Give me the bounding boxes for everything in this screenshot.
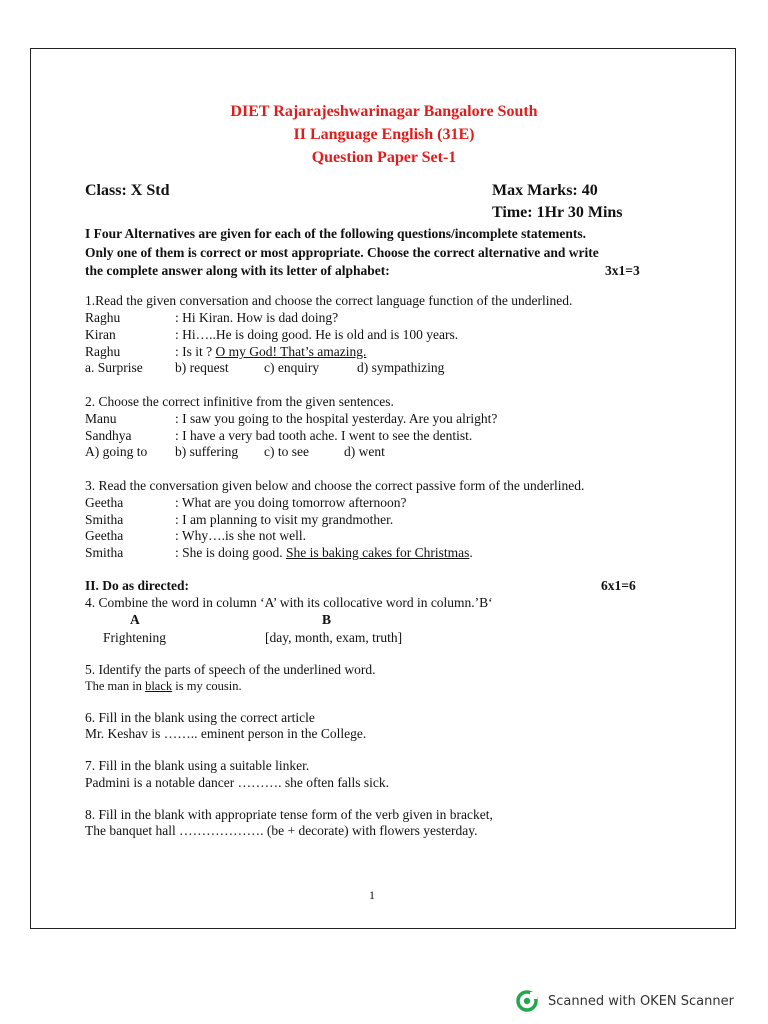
q2-speaker: Manu [85,411,117,426]
q5-sentence-pre: The man in [85,679,146,693]
section1-instruction-line1: I Four Alternatives are given for each of the following questions/incomplete statements. [85,226,586,241]
q3-speaker: Geetha [85,495,124,510]
q2-line: : I have a very bad tooth ache. I went to see the dentist. [175,428,473,443]
q3-speaker: Geetha [85,528,124,543]
q3-period: . [469,545,473,560]
q6-question: 6. Fill in the blank using the correct article [85,710,315,725]
q3-line [175,545,473,561]
q5-sentence [85,679,242,694]
q6-sentence: Mr. Keshav is …….. eminent person in the College. [85,726,367,741]
q3-line: : Why….is she not well. [175,528,306,543]
q1-line: : Hi…..He is doing good. He is old and is 100 years. [175,327,459,342]
q3-underlined-text: She is baking cakes for Christmas [286,545,470,560]
q3-speaker: Smitha [85,512,124,527]
section1-instruction-line3: the complete answer along with its letter of alphabet: [85,263,390,278]
paper-set-title: Question Paper Set-1 [311,149,457,166]
q1-option-d: d) sympathizing [357,360,445,375]
scanner-watermark-text: Scanned with OKEN Scanner [548,993,734,1009]
q4-column-a-heading: A [130,612,140,627]
time-allowed: Time: 1Hr 30 Mins [492,204,623,221]
q1-option-a: a. Surprise [85,360,143,375]
q1-option-c: c) enquiry [264,360,320,375]
q3-speaker: Smitha [85,545,124,560]
page-number: 1 [369,888,375,902]
q1-question: 1.Read the given conversation and choose the correct language function of the underlined. [85,293,573,308]
q2-option-d: d) went [344,444,385,459]
q1-speaker: Kiran [85,327,116,342]
scanner-watermark [516,990,734,1012]
q1-underlined-text: O my God! That’s amazing. [215,344,367,359]
q2-option-a: A) going to [85,444,148,459]
institute-title: DIET Rajarajeshwarinagar Bangalore South [230,103,538,120]
q4-column-b-words: [day, month, exam, truth] [265,630,403,645]
q2-line: : I saw you going to the hospital yesterday. Are you alright? [175,411,498,426]
q5-underlined-word: black [145,679,173,693]
q1-speaker: Raghu [85,310,121,325]
q3-line: : What are you doing tomorrow afternoon? [175,495,407,510]
q4-column-b-heading: B [322,612,332,627]
q4-question: 4. Combine the word in column ‘A’ with its collocative word in column.’B‘ [85,595,493,610]
max-marks: Max Marks: 40 [492,182,598,199]
subject-title: II Language English (31E) [293,126,475,143]
q3-question: 3. Read the conversation given below and choose the correct passive form of the underlined. [85,478,585,493]
q1-line: : Hi Kiran. How is dad doing? [175,310,339,325]
section1-marks: 3x1=3 [605,263,640,278]
q8-question: 8. Fill in the blank with appropriate tense form of the verb given in bracket, [85,807,493,822]
q1-speaker: Raghu [85,344,121,359]
q5-sentence-post: is my cousin. [172,679,242,693]
section1-instruction-line2: Only one of them is correct or most appropriate. Choose the correct alternative and write [85,245,599,260]
section2-marks: 6x1=6 [601,578,636,593]
oken-scanner-logo-icon [516,990,538,1012]
q1-line-prefix: : Is it ? [175,344,216,359]
q1-line [175,344,366,360]
q1-option-b: b) request [175,360,229,375]
q2-speaker: Sandhya [85,428,132,443]
q3-line: : I am planning to visit my grandmother. [175,512,394,527]
q7-question: 7. Fill in the blank using a suitable linker. [85,758,310,773]
section2-title: II. Do as directed: [85,578,189,593]
q3-line-prefix: : She is doing good. [175,545,287,560]
q8-sentence: The banquet hall ………………. (be + decorate) with flowers yesterday. [85,823,478,838]
q2-option-b: b) suffering [175,444,239,459]
q7-sentence: Padmini is a notable dancer ………. she often falls sick. [85,775,390,790]
q4-column-a-word: Frightening [103,630,166,645]
q2-option-c: c) to see [264,444,309,459]
q2-question: 2. Choose the correct infinitive from the given sentences. [85,394,394,409]
class-label: Class: X Std [85,182,170,199]
q5-question: 5. Identify the parts of speech of the underlined word. [85,662,376,677]
